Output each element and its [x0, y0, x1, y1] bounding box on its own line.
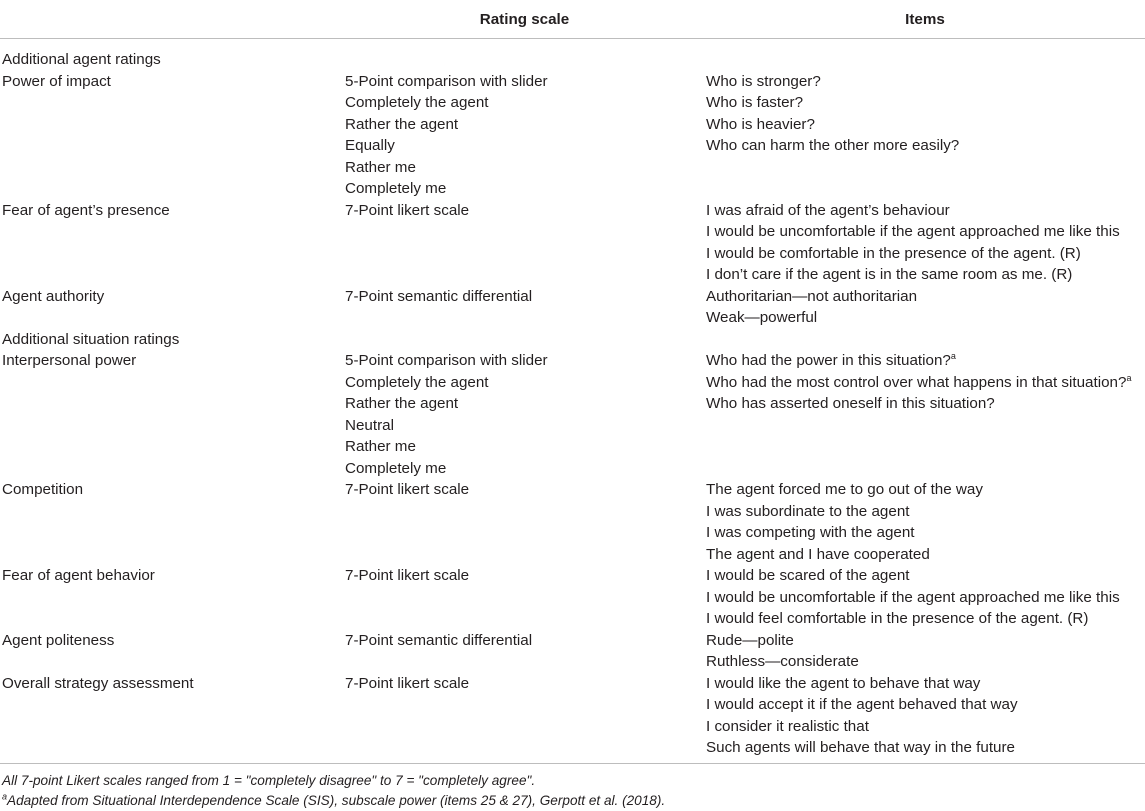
- section-title: Additional situation ratings: [2, 330, 180, 348]
- measure-cell: [0, 565, 344, 630]
- measure-cell: [0, 71, 344, 200]
- table-row: [0, 673, 1145, 764]
- item-text: Who is heavier?: [706, 115, 815, 133]
- table-row: [0, 630, 1145, 673]
- item-text: I would accept it if the agent behaved that way: [706, 696, 1018, 713]
- rating-scale-type: 5-Point comparison with slider: [345, 352, 548, 369]
- item-line: [705, 114, 1145, 136]
- item-text: Who is faster?: [706, 94, 804, 111]
- measure-label: Interpersonal power: [2, 352, 137, 369]
- section-title-cell: [0, 39, 1145, 71]
- item-line: [705, 350, 1145, 372]
- items-cell: [705, 350, 1145, 479]
- item-footnote-mark: a: [950, 350, 956, 361]
- rating-scale-option: Completely the agent: [345, 94, 489, 111]
- item-text: Such agents will behave that way in the future: [706, 739, 1016, 756]
- item-line: [705, 135, 1145, 157]
- item-text: I was afraid of the agent’s behaviour: [706, 201, 950, 219]
- item-line: [705, 372, 1145, 394]
- item-text: Who is stronger?: [706, 72, 821, 90]
- measure-cell: [0, 479, 344, 565]
- measure-label: Fear of agent’s presence: [2, 201, 170, 219]
- measure-label: Competition: [2, 481, 84, 498]
- table-row: [0, 286, 1145, 329]
- item-line: [705, 694, 1145, 716]
- measure-label: Agent authority: [2, 287, 105, 305]
- measure-label: Fear of agent behavior: [2, 567, 155, 584]
- rating-scale-cell: [344, 350, 705, 479]
- items-cell: [705, 479, 1145, 565]
- measure-cell: [0, 630, 344, 673]
- measure-cell: [0, 200, 344, 286]
- item-text: Who had the power in this situation?: [706, 352, 951, 369]
- header-rating-scale: Rating scale: [344, 0, 705, 39]
- item-text: I was subordinate to the agent: [706, 502, 910, 520]
- header-row: [0, 0, 1145, 39]
- table-row: [0, 200, 1145, 286]
- item-line: [705, 479, 1145, 501]
- item-line: [705, 737, 1145, 759]
- item-line: [705, 501, 1145, 523]
- footnote-likert: All 7-point Likert scales ranged from 1 = "completely disagree" to 7 = "completely agree".: [2, 773, 536, 788]
- rating-scale-cell: [344, 286, 705, 329]
- header-items: Items: [705, 0, 1145, 39]
- items-cell: [705, 71, 1145, 200]
- rating-scale-option: Completely me: [345, 180, 447, 197]
- items-cell: [705, 565, 1145, 630]
- rating-scale-option: Completely me: [345, 459, 447, 477]
- item-text: I would like the agent to behave that way: [706, 674, 981, 692]
- rating-scale-option: Rather me: [345, 158, 416, 176]
- rating-scale-type: 7-Point likert scale: [345, 674, 470, 692]
- item-line: [705, 673, 1145, 695]
- rating-scale-option: Rather the agent: [345, 115, 459, 133]
- footnote-adapted-text: Adapted from Situational Interdependence Scale (SIS), subscale power (items 25 & 27), Gerpott et al. (2018).: [7, 793, 666, 808]
- item-text: Who can harm the other more easily?: [706, 137, 960, 154]
- item-line: [705, 716, 1145, 738]
- item-footnote-mark: a: [1126, 372, 1132, 383]
- item-line: [705, 393, 1145, 415]
- rating-scale-type: 7-Point likert scale: [345, 201, 470, 219]
- item-line: [705, 92, 1145, 114]
- item-text: I don’t care if the agent is in the same room as me. (R): [706, 266, 1073, 283]
- footnote-mark: a: [2, 791, 8, 802]
- item-text: I would be comfortable in the presence of the agent. (R): [706, 244, 1081, 262]
- rating-scale-cell: [344, 479, 705, 565]
- table-row: [0, 71, 1145, 200]
- measure-cell: [0, 350, 344, 479]
- table-body: [0, 39, 1145, 764]
- item-line: [705, 651, 1145, 673]
- measure-label: Power of impact: [2, 72, 111, 90]
- item-text: I would be uncomfortable if the agent approached me like this: [706, 588, 1120, 606]
- table-row: [0, 479, 1145, 565]
- section-row: [0, 39, 1145, 71]
- item-text: Who had the most control over what happens in that situation?: [706, 373, 1127, 391]
- item-line: [705, 587, 1145, 609]
- rating-scale-type: 7-Point semantic differential: [345, 631, 533, 649]
- item-text: I would be scared of the agent: [706, 567, 910, 584]
- item-text: Weak—powerful: [706, 309, 818, 326]
- item-line: [705, 200, 1145, 222]
- item-text: I was competing with the agent: [706, 524, 915, 541]
- table-footnotes: [2, 771, 665, 811]
- items-cell: [705, 286, 1145, 329]
- section-title: Additional agent ratings: [2, 51, 161, 68]
- table-row: [0, 350, 1145, 479]
- rating-scale-type: 7-Point likert scale: [345, 567, 470, 584]
- items-cell: [705, 673, 1145, 764]
- rating-scale-option: Completely the agent: [345, 373, 489, 391]
- item-text: Authoritarian—not authoritarian: [706, 287, 918, 305]
- section-title-cell: [0, 329, 1145, 351]
- rating-scale-option: Neutral: [345, 416, 394, 434]
- item-text: Who has asserted oneself in this situation?: [706, 395, 995, 412]
- item-line: [705, 221, 1145, 243]
- item-line: [705, 243, 1145, 265]
- rating-scale-type: 5-Point comparison with slider: [345, 72, 548, 90]
- item-text: Rude—polite: [706, 631, 794, 649]
- item-line: [705, 286, 1145, 308]
- item-text: I consider it realistic that: [706, 717, 869, 735]
- item-line: [705, 608, 1145, 630]
- item-line: [705, 307, 1145, 329]
- section-row: [0, 329, 1145, 351]
- item-line: [705, 565, 1145, 587]
- item-text: I would feel comfortable in the presence of the agent. (R): [706, 610, 1089, 627]
- item-text: Ruthless—considerate: [706, 653, 859, 670]
- rating-scale-cell: [344, 673, 705, 764]
- header-measure: [0, 0, 344, 39]
- item-line: [705, 71, 1145, 93]
- rating-scale-type: 7-Point likert scale: [345, 481, 470, 498]
- rating-scale-option: Rather me: [345, 438, 416, 455]
- rating-scale-option: Equally: [345, 137, 395, 154]
- measure-cell: [0, 286, 344, 329]
- rating-scale-cell: [344, 630, 705, 673]
- items-cell: [705, 200, 1145, 286]
- table-row: [0, 565, 1145, 630]
- item-text: The agent and I have cooperated: [706, 545, 930, 563]
- footnote-adapted: [2, 791, 665, 811]
- rating-scale-cell: [344, 71, 705, 200]
- item-line: [705, 630, 1145, 652]
- rating-scale-cell: [344, 565, 705, 630]
- rating-scale-cell: [344, 200, 705, 286]
- measure-label: Agent politeness: [2, 631, 115, 649]
- item-line: [705, 264, 1145, 286]
- item-line: [705, 522, 1145, 544]
- item-text: I would be uncomfortable if the agent approached me like this: [706, 223, 1120, 240]
- rating-scale-option: Rather the agent: [345, 395, 459, 412]
- item-line: [705, 544, 1145, 566]
- rating-scale-type: 7-Point semantic differential: [345, 287, 533, 305]
- item-text: The agent forced me to go out of the way: [706, 481, 983, 498]
- measure-label: Overall strategy assessment: [2, 674, 194, 692]
- items-cell: [705, 630, 1145, 673]
- measure-cell: [0, 673, 344, 764]
